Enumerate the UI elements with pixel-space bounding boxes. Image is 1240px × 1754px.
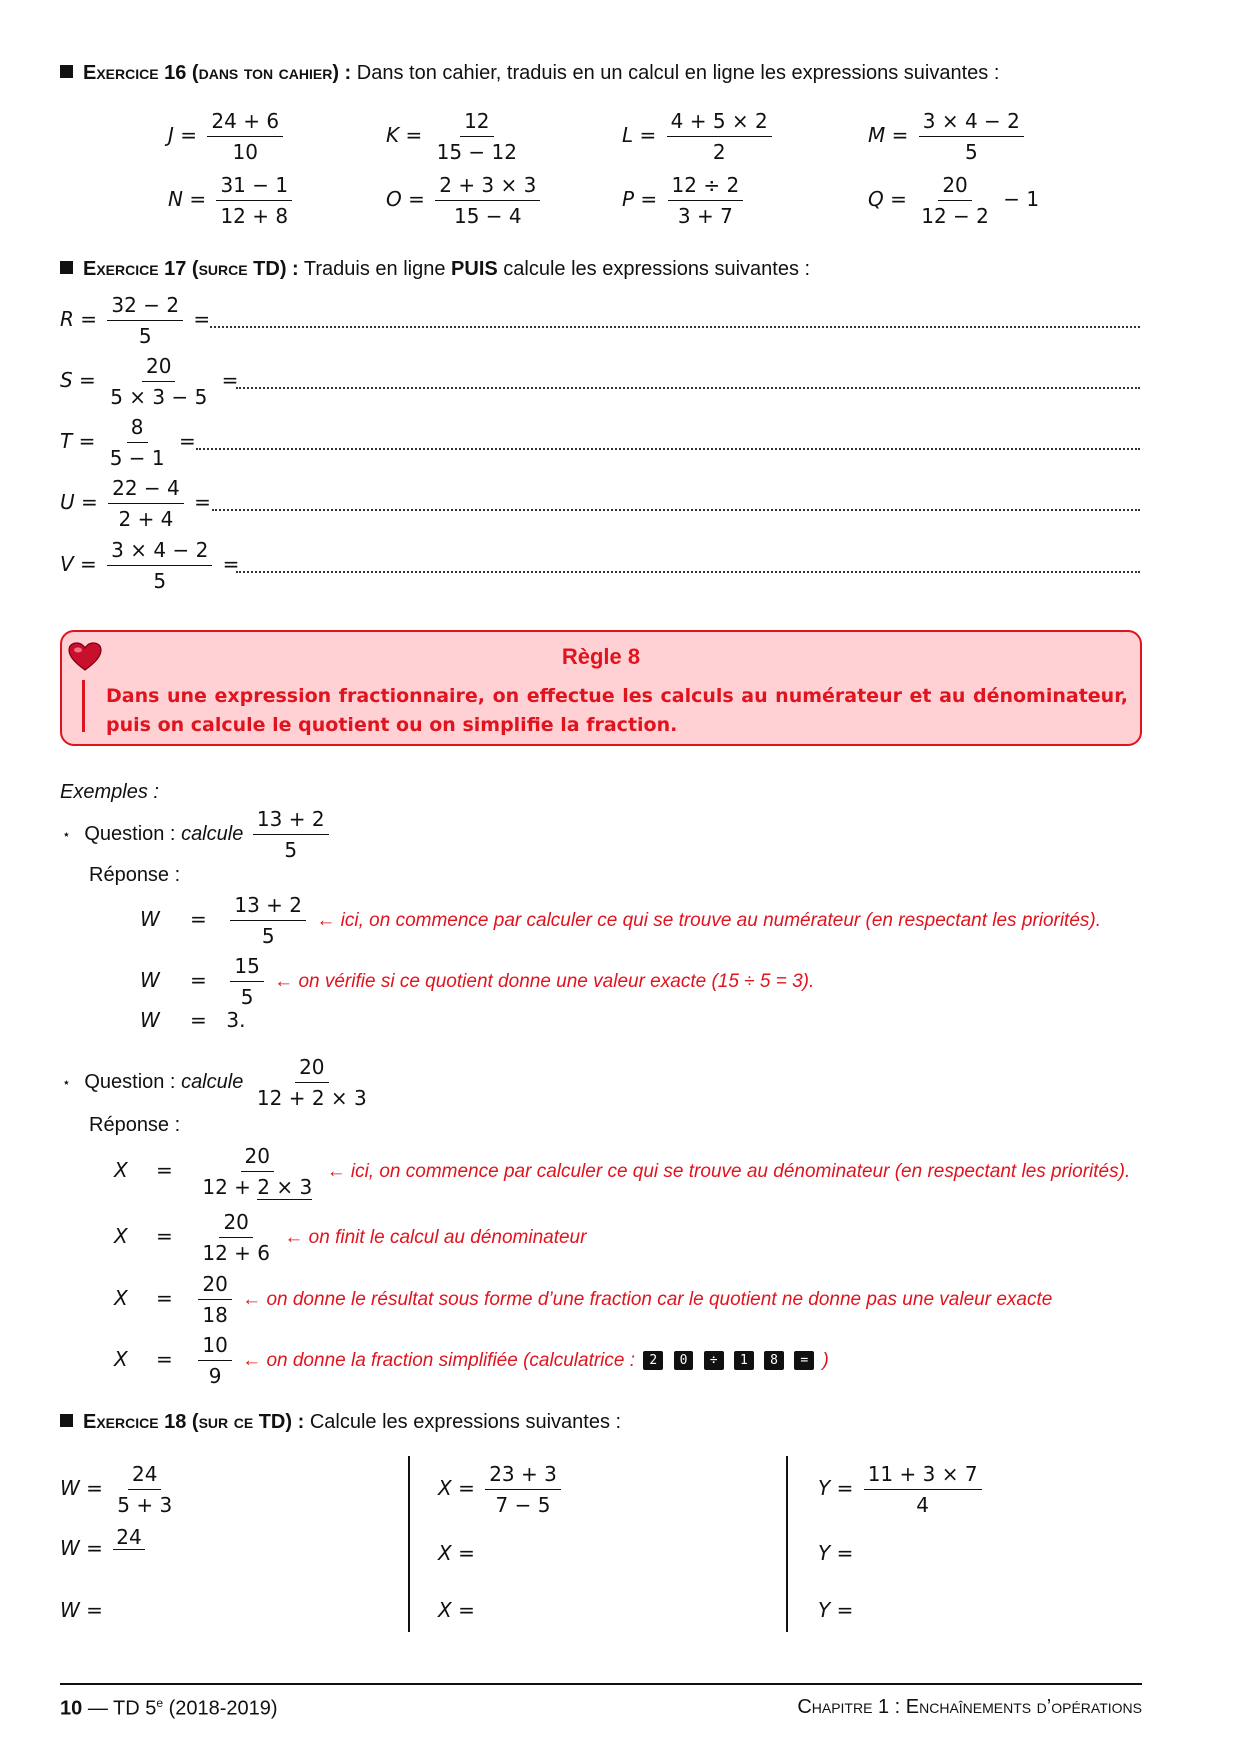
rule-8-box bbox=[60, 630, 1142, 746]
exercise-18-instruction: Calcule les expressions suivantes : bbox=[309, 1411, 622, 1433]
calculator-key-2: 2 bbox=[643, 1351, 663, 1370]
rule-side-bar bbox=[82, 680, 85, 732]
ex16-expression-p: P = $\frac{12 \div 2}{3 + 7}$ bbox=[622, 172, 747, 229]
example-2-question: ⋆ Question : calcule $\frac{20}{12 + 2 \times 3}$ bbox=[62, 1055, 367, 1110]
bullet-square-icon bbox=[60, 65, 73, 78]
exercise-16-instruction: Dans ton cahier, traduis en un calcul en ligne les expressions suivantes : bbox=[356, 62, 1000, 84]
ex18-y-expression: Y = $\frac{11 + 3 \times 7}{4}$ bbox=[818, 1461, 986, 1518]
answer-line-v[interactable] bbox=[236, 571, 1140, 573]
footer-rule bbox=[60, 1683, 1142, 1685]
ex16-expression-o: O = $\frac{2 + 3 \times 3}{15 - 4}$ bbox=[386, 172, 544, 229]
column-divider-1 bbox=[408, 1456, 410, 1632]
page-number: 10 bbox=[60, 1697, 83, 1720]
ex16-expression-j: J = $\frac{24 + 6}{10}$ bbox=[168, 108, 287, 165]
ex16-expression-q: Q = $\frac{20}{12 - 2}$ − 1 bbox=[868, 173, 1040, 228]
exercise-16-title: Exercice 16 (dans ton cahier) : bbox=[83, 62, 352, 84]
exercise-18-header bbox=[60, 1411, 621, 1434]
calculator-key-8: 8 bbox=[764, 1351, 784, 1370]
ex17-expression-v: V = $\frac{3 \times 4 - 2}{5}$ = bbox=[60, 538, 240, 593]
star-bullet-icon: ⋆ bbox=[62, 1074, 71, 1090]
calculator-keys bbox=[641, 1347, 822, 1371]
bullet-square-icon bbox=[60, 1414, 73, 1427]
ex17-expression-r: R = $\frac{32 - 2}{5}$ = bbox=[60, 293, 211, 348]
answer-line-u[interactable] bbox=[212, 509, 1140, 511]
ex16-expression-m: M = $\frac{3 \times 4 - 2}{5}$ bbox=[868, 108, 1028, 165]
example-1-step-1: W = $\frac{13 + 2}{5}$ ← ici, on commence par calculer ce qui se trouve au numérateur (en respectant les priorités). bbox=[140, 893, 1102, 948]
answer-line-t[interactable] bbox=[196, 448, 1140, 450]
footer-chapter: Chapitre 1 : Enchaînements d’opérations bbox=[797, 1696, 1142, 1718]
ex18-w-expression: W = $\frac{24}{5 + 3}$ bbox=[60, 1462, 173, 1517]
example-2-step-3: X = $\frac{20}{18}$ ← on donne le résultat sous forme d’une fraction car le quotient ne donne pas une valeur exacte bbox=[114, 1272, 1053, 1327]
example-2-answer-label: Réponse : bbox=[89, 1114, 181, 1136]
exercise-18-title: Exercice 18 (sur ce TD) : bbox=[83, 1411, 305, 1433]
calculator-key-1: 1 bbox=[734, 1351, 754, 1370]
ex18-x-expression: X = $\frac{23 + 3}{7 - 5}$ bbox=[438, 1461, 565, 1518]
example-2-step-4: X = $\frac{10}{9}$ ← on donne la fraction simplifiée (calculatrice : 2 0 ÷ 1 8 = ) bbox=[114, 1333, 829, 1388]
ex18-w-row-2[interactable]: W = 24 bbox=[60, 1536, 145, 1562]
exercise-16-header bbox=[60, 62, 999, 85]
calculator-key-0: 0 bbox=[674, 1351, 694, 1370]
ex16-expression-k: K = $\frac{12}{15 - 12}$ bbox=[386, 109, 517, 164]
example-2-step-1: X = $\frac{20}{12 + 2 \times 3}$ ← ici, on commence par calculer ce qui se trouve au dénominateur (en respectant les priorités). bbox=[114, 1144, 1131, 1199]
exercise-17-header: Exercice 17 (surce TD) : Traduis en ligne PUIS calcule les expressions suivantes : bbox=[60, 258, 810, 281]
star-bullet-icon: ⋆ bbox=[62, 826, 71, 842]
ex18-x-row-2[interactable]: X = bbox=[438, 1541, 475, 1565]
ex16-expression-l: L = $\frac{4 + 5 \times 2}{2}$ bbox=[622, 108, 776, 165]
example-2-step-2: X = $\frac{20}{12 + 6}$ ← on finit le calcul au dénominateur bbox=[114, 1210, 587, 1265]
ex16-expression-n: N = $\frac{31 - 1}{12 + 8}$ bbox=[168, 172, 296, 229]
example-1-step-3: W = 3. bbox=[140, 1008, 246, 1032]
calculator-key-divide: ÷ bbox=[704, 1351, 724, 1370]
column-divider-2 bbox=[786, 1456, 788, 1632]
ex17-expression-u: U = $\frac{22 - 4}{2 + 4}$ = bbox=[60, 476, 211, 531]
ex18-y-row-2[interactable]: Y = bbox=[818, 1541, 854, 1565]
ex17-expression-s: S = $\frac{20}{5 \times 3 - 5}$ = bbox=[60, 354, 239, 409]
rule-title: Règle 8 bbox=[561, 644, 641, 669]
example-1-step-2: W = $\frac{15}{5}$ ← on vérifie si ce quotient donne une valeur exacte (15 ÷ 5 = 3). bbox=[140, 954, 815, 1009]
bullet-square-icon bbox=[60, 261, 73, 274]
footer-left: 10 — TD 5e (2018-2019) bbox=[60, 1696, 278, 1720]
ex17-expression-t: T = $\frac{8}{5 - 1}$ = bbox=[60, 415, 196, 470]
example-1-question: ⋆ Question : calcule $\frac{13 + 2}{5}$ bbox=[62, 806, 333, 863]
example-1-answer-label: Réponse : bbox=[89, 864, 181, 886]
examples-label: Exemples : bbox=[60, 781, 159, 803]
ex18-y-row-3[interactable]: Y = bbox=[818, 1598, 854, 1622]
answer-line-r[interactable] bbox=[210, 326, 1140, 328]
ex18-w-row-3[interactable]: W = bbox=[60, 1598, 103, 1622]
exercise-17-title: Exercice 17 (surce TD) : bbox=[83, 258, 299, 280]
rule-text: Dans une expression fractionnaire, on effectue les calculs au numérateur et au dénominateur, puis on calcule le quotient ou on simplifie la fraction. bbox=[106, 685, 1128, 736]
answer-line-s[interactable] bbox=[236, 387, 1140, 389]
calculator-key-equals: = bbox=[794, 1351, 814, 1370]
ex18-x-row-3[interactable]: X = bbox=[438, 1598, 475, 1622]
